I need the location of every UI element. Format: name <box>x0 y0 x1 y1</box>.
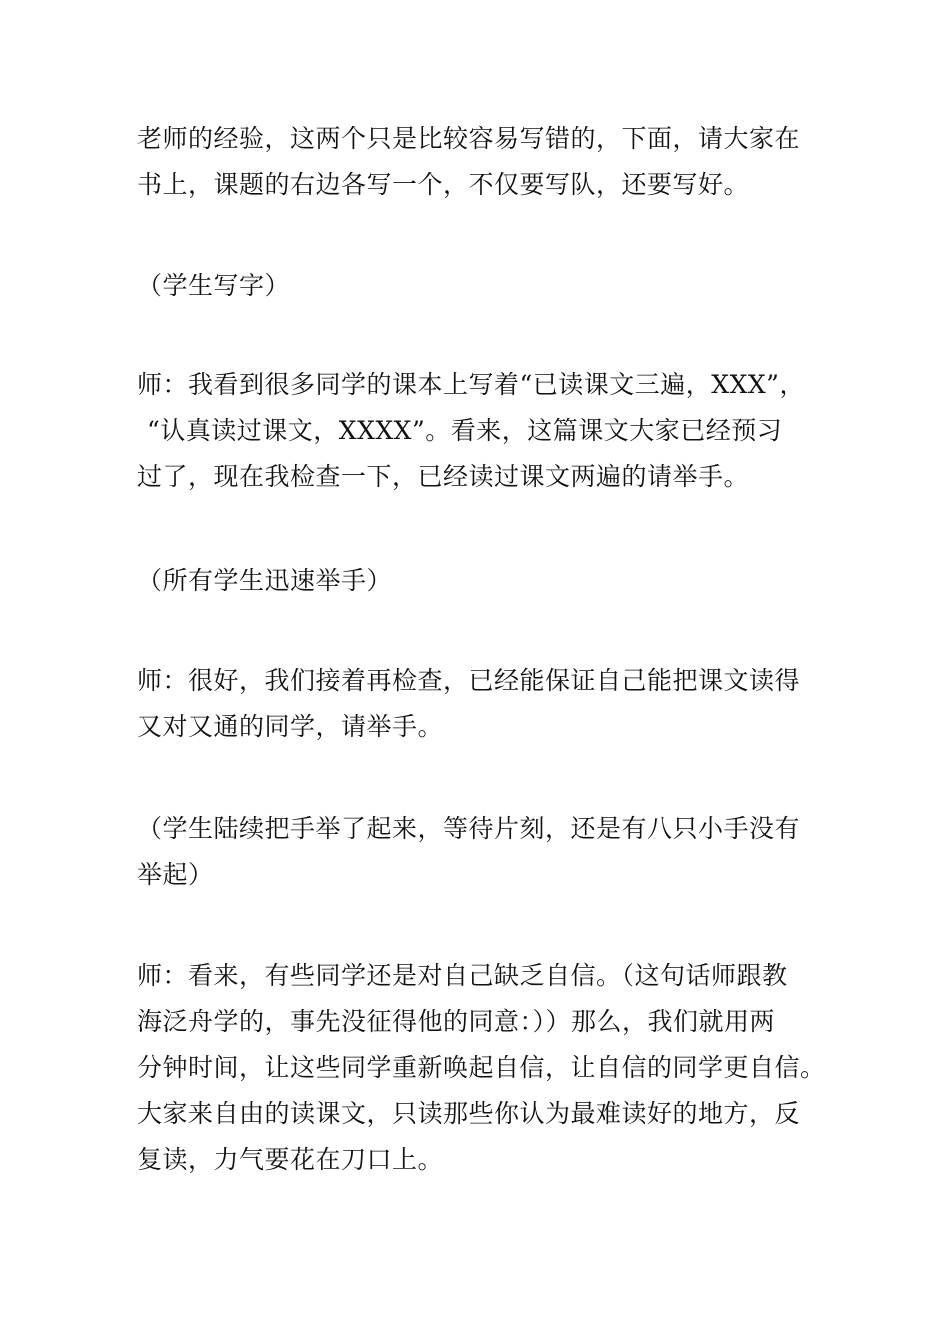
text-line: 复读，力气要花在刀口上。 <box>137 1145 444 1174</box>
paragraph-students-writing <box>137 263 827 309</box>
text-line: 分钟时间，让这些同学重新唤起自信，让自信的同学更自信。 <box>137 1053 826 1082</box>
text-line: 过了，现在我检查一下，已经读过课文两遍的请举手。 <box>137 462 750 491</box>
text-line: （学生写字） <box>137 271 291 300</box>
text-line: （所有学生迅速举手） <box>137 566 393 595</box>
text-line: 师：很好，我们接着再检查，已经能保证自己能把课文读得 <box>137 666 801 695</box>
paragraph-students-gradually-raise <box>137 806 827 898</box>
text-line: “认真读过课文，XXXX”。看来，这篇课文大家已经预习 <box>147 416 783 445</box>
paragraph-teacher-further-check <box>137 658 827 750</box>
paragraph-teacher-check-reading <box>137 362 827 500</box>
text-line: 举起） <box>137 860 214 889</box>
paragraph-teacher-experience <box>137 116 827 208</box>
text-line: （学生陆续把手举了起来，等待片刻，还是有八只小手没有 <box>137 814 801 843</box>
text-line: 大家来自由的读课文，只读那些你认为最难读好的地方，反 <box>137 1099 801 1128</box>
paragraph-teacher-confidence <box>137 953 827 1183</box>
text-line: 又对又通的同学，请举手。 <box>137 712 444 741</box>
text-line: 老师的经验，这两个只是比较容易写错的，下面，请大家在 <box>137 124 801 153</box>
paragraph-students-raise-hands <box>137 558 827 604</box>
text-line: 书上，课题的右边各写一个，不仅要写队，还要写好。 <box>137 170 750 199</box>
text-line: 师：我看到很多同学的课本上写着“已读课文三遍，XXX”， <box>137 370 805 399</box>
text-line: 海泛舟学的，事先没征得他的同意：））那么，我们就用两 <box>137 1007 776 1036</box>
text-line: 师：看来，有些同学还是对自己缺乏自信。（这句话师跟教 <box>137 961 788 990</box>
